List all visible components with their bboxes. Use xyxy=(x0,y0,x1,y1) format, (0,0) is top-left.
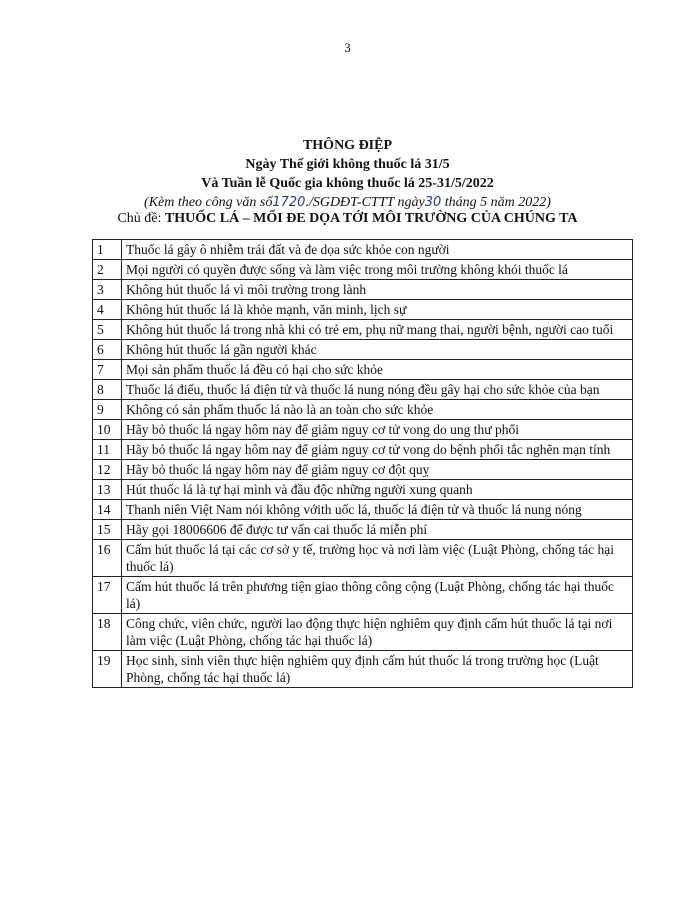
table-row xyxy=(93,360,633,380)
message-text: Học sinh, sinh viên thực hiện nghiêm quy định cấm hút thuốc lá trong trường học (Luật Phòng, chống tác hại thuốc lá) xyxy=(122,651,633,688)
message-number: 18 xyxy=(93,614,122,651)
table-row xyxy=(93,480,633,500)
topic-value: THUỐC LÁ – MỐI ĐE DỌA TỚI MÔI TRƯỜNG CỦA CHÚNG TA xyxy=(164,211,578,226)
table-row xyxy=(93,460,633,480)
message-text: Thuốc lá gây ô nhiễm trái đất và đe dọa sức khỏe con người xyxy=(122,240,633,260)
topic-label: Chủ đề: xyxy=(117,211,165,226)
message-text: Cấm hút thuốc lá trên phương tiện giao thông công cộng (Luật Phòng, chống tác hại thuốc lá) xyxy=(122,577,633,614)
message-text: Hãy bỏ thuốc lá ngay hôm nay để giảm nguy cơ tử vong do bệnh phổi tắc nghẽn mạn tính xyxy=(122,440,633,460)
message-number: 7 xyxy=(93,360,122,380)
message-number: 19 xyxy=(93,651,122,688)
table-row xyxy=(93,520,633,540)
message-text: Thuốc lá điếu, thuốc lá điện tử và thuốc lá nung nóng đều gây hại cho sức khỏe của bạn xyxy=(122,380,633,400)
message-text: Công chức, viên chức, người lao động thực hiện nghiêm quy định cấm hút thuốc lá tại nơi làm việc (Luật Phòng, chống tác hại thuốc lá) xyxy=(122,614,633,651)
document-title: THÔNG ĐIỆP xyxy=(302,138,393,153)
message-number: 1 xyxy=(93,240,122,260)
message-number: 14 xyxy=(93,500,122,520)
message-number: 10 xyxy=(93,420,122,440)
table-row xyxy=(93,420,633,440)
event-title: Ngày Thế giới không thuốc lá 31/5 xyxy=(245,157,450,172)
message-number: 11 xyxy=(93,440,122,460)
table-row xyxy=(93,577,633,614)
message-number: 15 xyxy=(93,520,122,540)
document-header xyxy=(0,136,695,212)
message-text: Không hút thuốc lá gần người khác xyxy=(122,340,633,360)
message-number: 5 xyxy=(93,320,122,340)
message-text: Không có sản phẩm thuốc lá nào là an toàn cho sức khỏe xyxy=(122,400,633,420)
message-number: 13 xyxy=(93,480,122,500)
week-title: Và Tuần lễ Quốc gia không thuốc lá 25-31/5/2022 xyxy=(201,176,494,191)
table-row xyxy=(93,320,633,340)
table-row xyxy=(93,280,633,300)
table-row xyxy=(93,340,633,360)
message-text: Hãy bỏ thuốc lá ngay hôm nay để giảm nguy cơ đột quỵ xyxy=(122,460,633,480)
message-text: Hút thuốc lá là tự hại mình và đầu độc những người xung quanh xyxy=(122,480,633,500)
table-row xyxy=(93,380,633,400)
message-number: 2 xyxy=(93,260,122,280)
table-row xyxy=(93,651,633,688)
message-number: 8 xyxy=(93,380,122,400)
reference-middle: ./SGDĐT-CTTT ngày xyxy=(305,195,425,210)
messages-table xyxy=(92,239,633,688)
message-number: 9 xyxy=(93,400,122,420)
messages-table-body xyxy=(93,240,633,688)
message-number: 6 xyxy=(93,340,122,360)
message-text: Hãy bỏ thuốc lá ngay hôm nay để giảm nguy cơ tử vong do ung thư phổi xyxy=(122,420,633,440)
reference-suffix: tháng 5 năm 2022) xyxy=(441,195,551,210)
message-text: Không hút thuốc lá là khỏe mạnh, văn minh, lịch sự xyxy=(122,300,633,320)
page-number: 3 xyxy=(344,40,351,55)
message-number: 3 xyxy=(93,280,122,300)
reference-line xyxy=(0,193,695,212)
message-text: Không hút thuốc lá trong nhà khi có trẻ em, phụ nữ mang thai, người bệnh, người cao tuổi xyxy=(122,320,633,340)
message-number: 12 xyxy=(93,460,122,480)
message-text: Thanh niên Việt Nam nói không vớith uốc lá, thuốc lá điện tử và thuốc lá nung nóng xyxy=(122,500,633,520)
table-row xyxy=(93,500,633,520)
message-text: Hãy gọi 18006606 để được tư vấn cai thuốc lá miễn phí xyxy=(122,520,633,540)
message-text: Mọi người có quyền được sống và làm việc trong môi trường không khói thuốc lá xyxy=(122,260,633,280)
message-text: Cấm hút thuốc lá tại các cơ sở y tế, trường học và nơi làm việc (Luật Phòng, chống tác hại thuốc lá) xyxy=(122,540,633,577)
message-number: 16 xyxy=(93,540,122,577)
message-text: Mọi sản phẩm thuốc lá đều có hại cho sức khỏe xyxy=(122,360,633,380)
message-number: 4 xyxy=(93,300,122,320)
table-row xyxy=(93,240,633,260)
table-row xyxy=(93,260,633,280)
message-number: 17 xyxy=(93,577,122,614)
reference-prefix: (Kèm theo công văn số xyxy=(144,195,273,210)
handwritten-doc-number: 1720 xyxy=(272,195,306,210)
table-row xyxy=(93,614,633,651)
topic-line xyxy=(0,211,695,227)
message-text: Không hút thuốc lá vì môi trường trong lành xyxy=(122,280,633,300)
table-row xyxy=(93,540,633,577)
table-row xyxy=(93,440,633,460)
handwritten-day: 30 xyxy=(424,195,442,210)
table-row xyxy=(93,300,633,320)
table-row xyxy=(93,400,633,420)
